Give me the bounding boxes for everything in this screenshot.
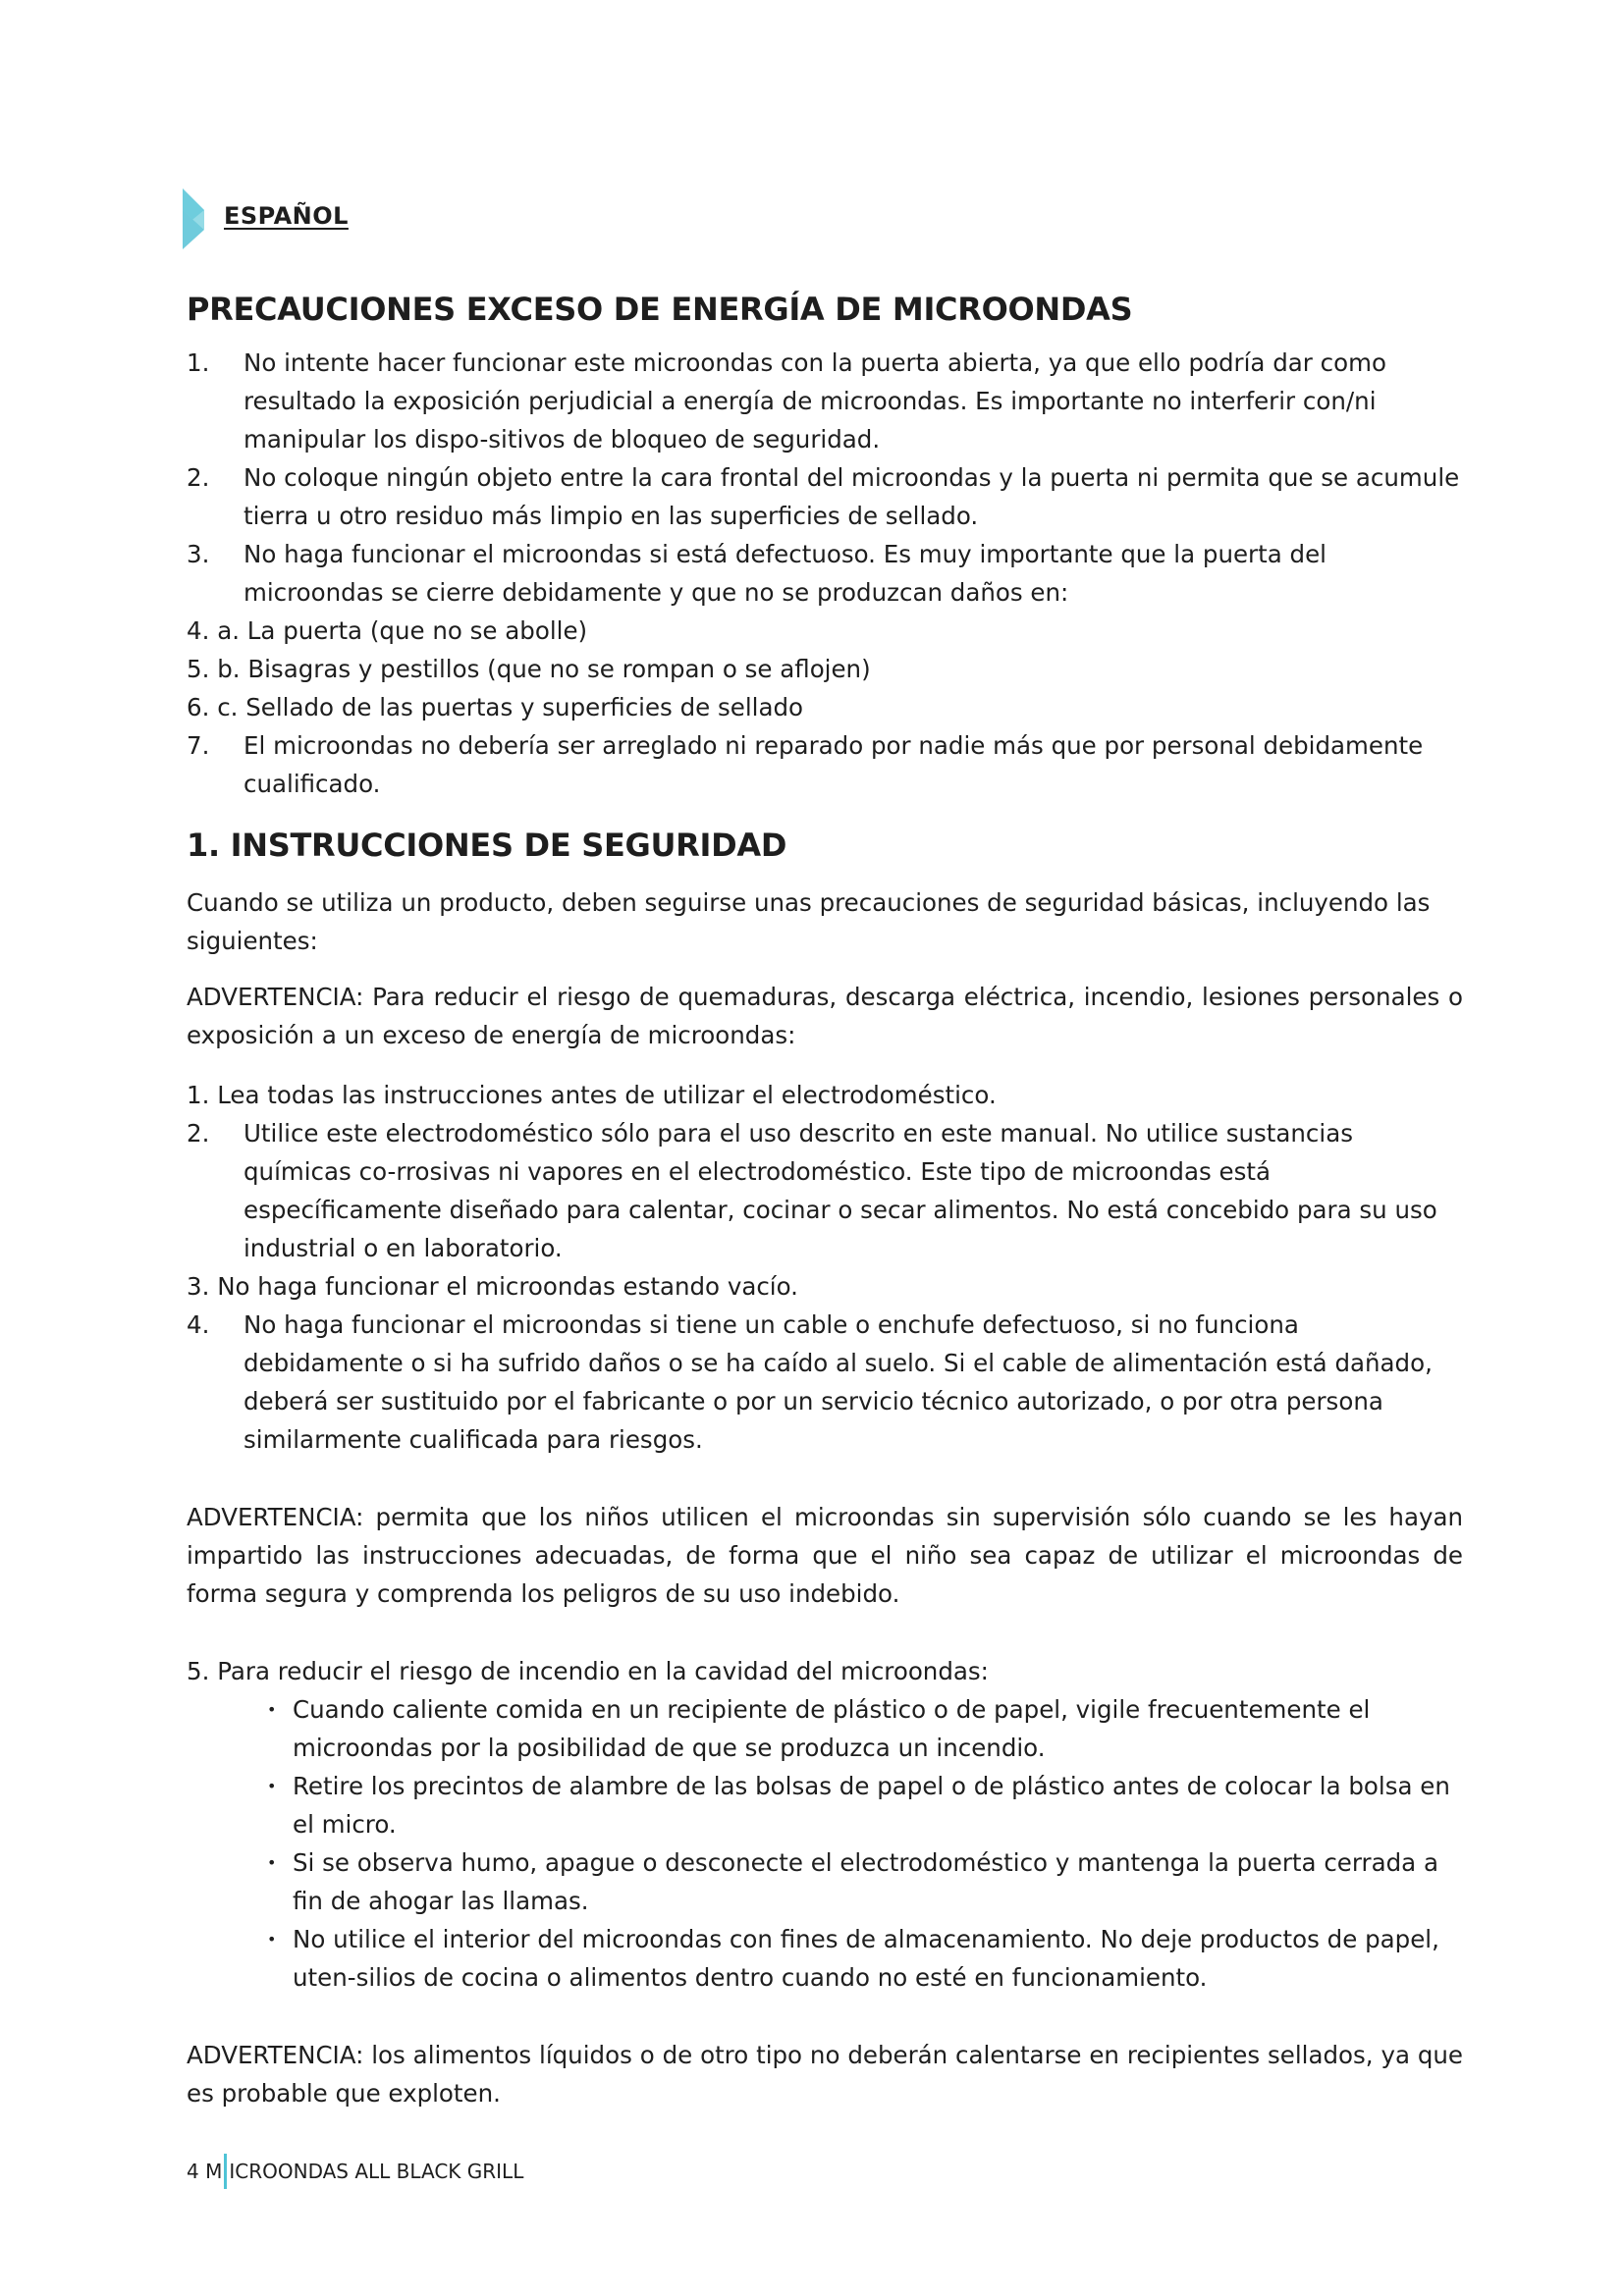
intro-paragraph: Cuando se utiliza un producto, deben seguirse unas precauciones de seguridad básicas, incluyendo las siguientes: [187, 888, 1431, 955]
bullet-item: • No utilice el interior del microondas con fines de almacenamiento. No deje productos de papel, uten-silios de cocina o alimentos dentro cuando no esté en funcionamiento. [267, 1920, 1463, 1997]
list-item: 3. No haga funcionar el microondas estando vacío. [187, 1272, 798, 1301]
list-item: 2. Utilice este electrodoméstico sólo para el uso descrito en este manual. No utilice sustancias químicas co-rrosivas ni vapores en el electrodoméstico. Este tipo de microondas está específicamente diseñado para calentar, cocinar o secar alimentos. No está concebido para su uso industrial o en laboratorio. [187, 1119, 1437, 1262]
content [187, 289, 1463, 2112]
section-title-precauciones: PRECAUCIONES EXCESO DE ENERGÍA DE MICROONDAS [187, 291, 1133, 328]
page-number: 4 [187, 2160, 199, 2183]
instrucciones-list [187, 1076, 1463, 1459]
bullet-item: • Si se observa humo, apague o desconecte el electrodoméstico y mantenga la puerta cerrada a fin de ahogar las llamas. [267, 1843, 1463, 1920]
warning-paragraph: ADVERTENCIA: Para reducir el riesgo de quemaduras, descarga eléctrica, incendio, lesiones personales o exposición a un exceso de energía de microondas: [187, 983, 1463, 1049]
list-item: 1. Lea todas las instrucciones antes de utilizar el electrodoméstico. [187, 1081, 997, 1109]
list-item: 4. No haga funcionar el microondas si tiene un cable o enchufe defectuoso, si no funciona debidamente o si ha sufrido daños o se ha caído al suelo. Si el cable de alimentación está dañado, deberá ser sustituido por el fabricante o por un servicio técnico autorizado, o por otra persona similarmente cualificada para riesgos. [187, 1310, 1433, 1454]
list-item: 3. No haga funcionar el microondas si está defectuoso. Es muy importante que la puerta del microondas se cierre debidamente y que no se produzcan daños en: [187, 540, 1326, 607]
list-item: 6. c. Sellado de las puertas y superficies de sellado [187, 693, 804, 721]
bullet-list [187, 1690, 1463, 1997]
list-item: 7. El microondas no debería ser arreglado ni reparado por nadie más que por personal debidamente cualificado. [187, 731, 1424, 798]
list-item: 4. a. La puerta (que no se abolle) [187, 616, 588, 645]
list-item: 5. Para reducir el riesgo de incendio en la cavidad del microondas: [187, 1657, 989, 1685]
warning-paragraph: ADVERTENCIA: permita que los niños utilicen el microondas sin supervisión sólo cuando se les hayan impartido las instrucciones adecuadas, de forma que el niño sea capaz de utilizar el microondas de forma segura y comprenda los peligros de su uso indebido. [187, 1503, 1463, 1608]
bullet-item: • Retire los precintos de alambre de las bolsas de papel o de plástico antes de colocar la bolsa en el micro. [267, 1767, 1463, 1843]
list-item: 5. b. Bisagras y pestillos (que no se rompan o se aflojen) [187, 655, 871, 683]
warning-paragraph: ADVERTENCIA: los alimentos líquidos o de otro tipo no deberán calentarse en recipientes sellados, ya que es probable que exploten. [187, 2041, 1463, 2108]
list-item: 1. No intente hacer funcionar este microondas con la puerta abierta, ya que ello podría dar como resultado la exposición perjudicial a energía de microondas. Es importante no interferir con/ni manipular los dispo-sitivos de bloqueo de seguridad. [187, 348, 1386, 454]
precauciones-list [187, 344, 1463, 803]
page-footer [187, 2154, 523, 2189]
bullet-item: • Cuando caliente comida en un recipiente de plástico o de papel, vigile frecuentemente el microondas por la posibilidad de que se produzca un incendio. [267, 1690, 1463, 1767]
chevron-marker-icon [183, 188, 216, 249]
footer-title-initial: M [205, 2160, 223, 2183]
list-item: 2. No coloque ningún objeto entre la cara frontal del microondas y la puerta ni permita que se acumule tierra u otro residuo más limpio en las superficies de sellado. [187, 463, 1460, 530]
section-title-instrucciones: 1. INSTRUCCIONES DE SEGURIDAD [187, 827, 787, 864]
footer-title: ICROONDAS ALL BLACK GRILL [229, 2160, 524, 2183]
language-label: ESPAÑOL [224, 202, 349, 230]
footer-accent-bar [224, 2154, 227, 2189]
